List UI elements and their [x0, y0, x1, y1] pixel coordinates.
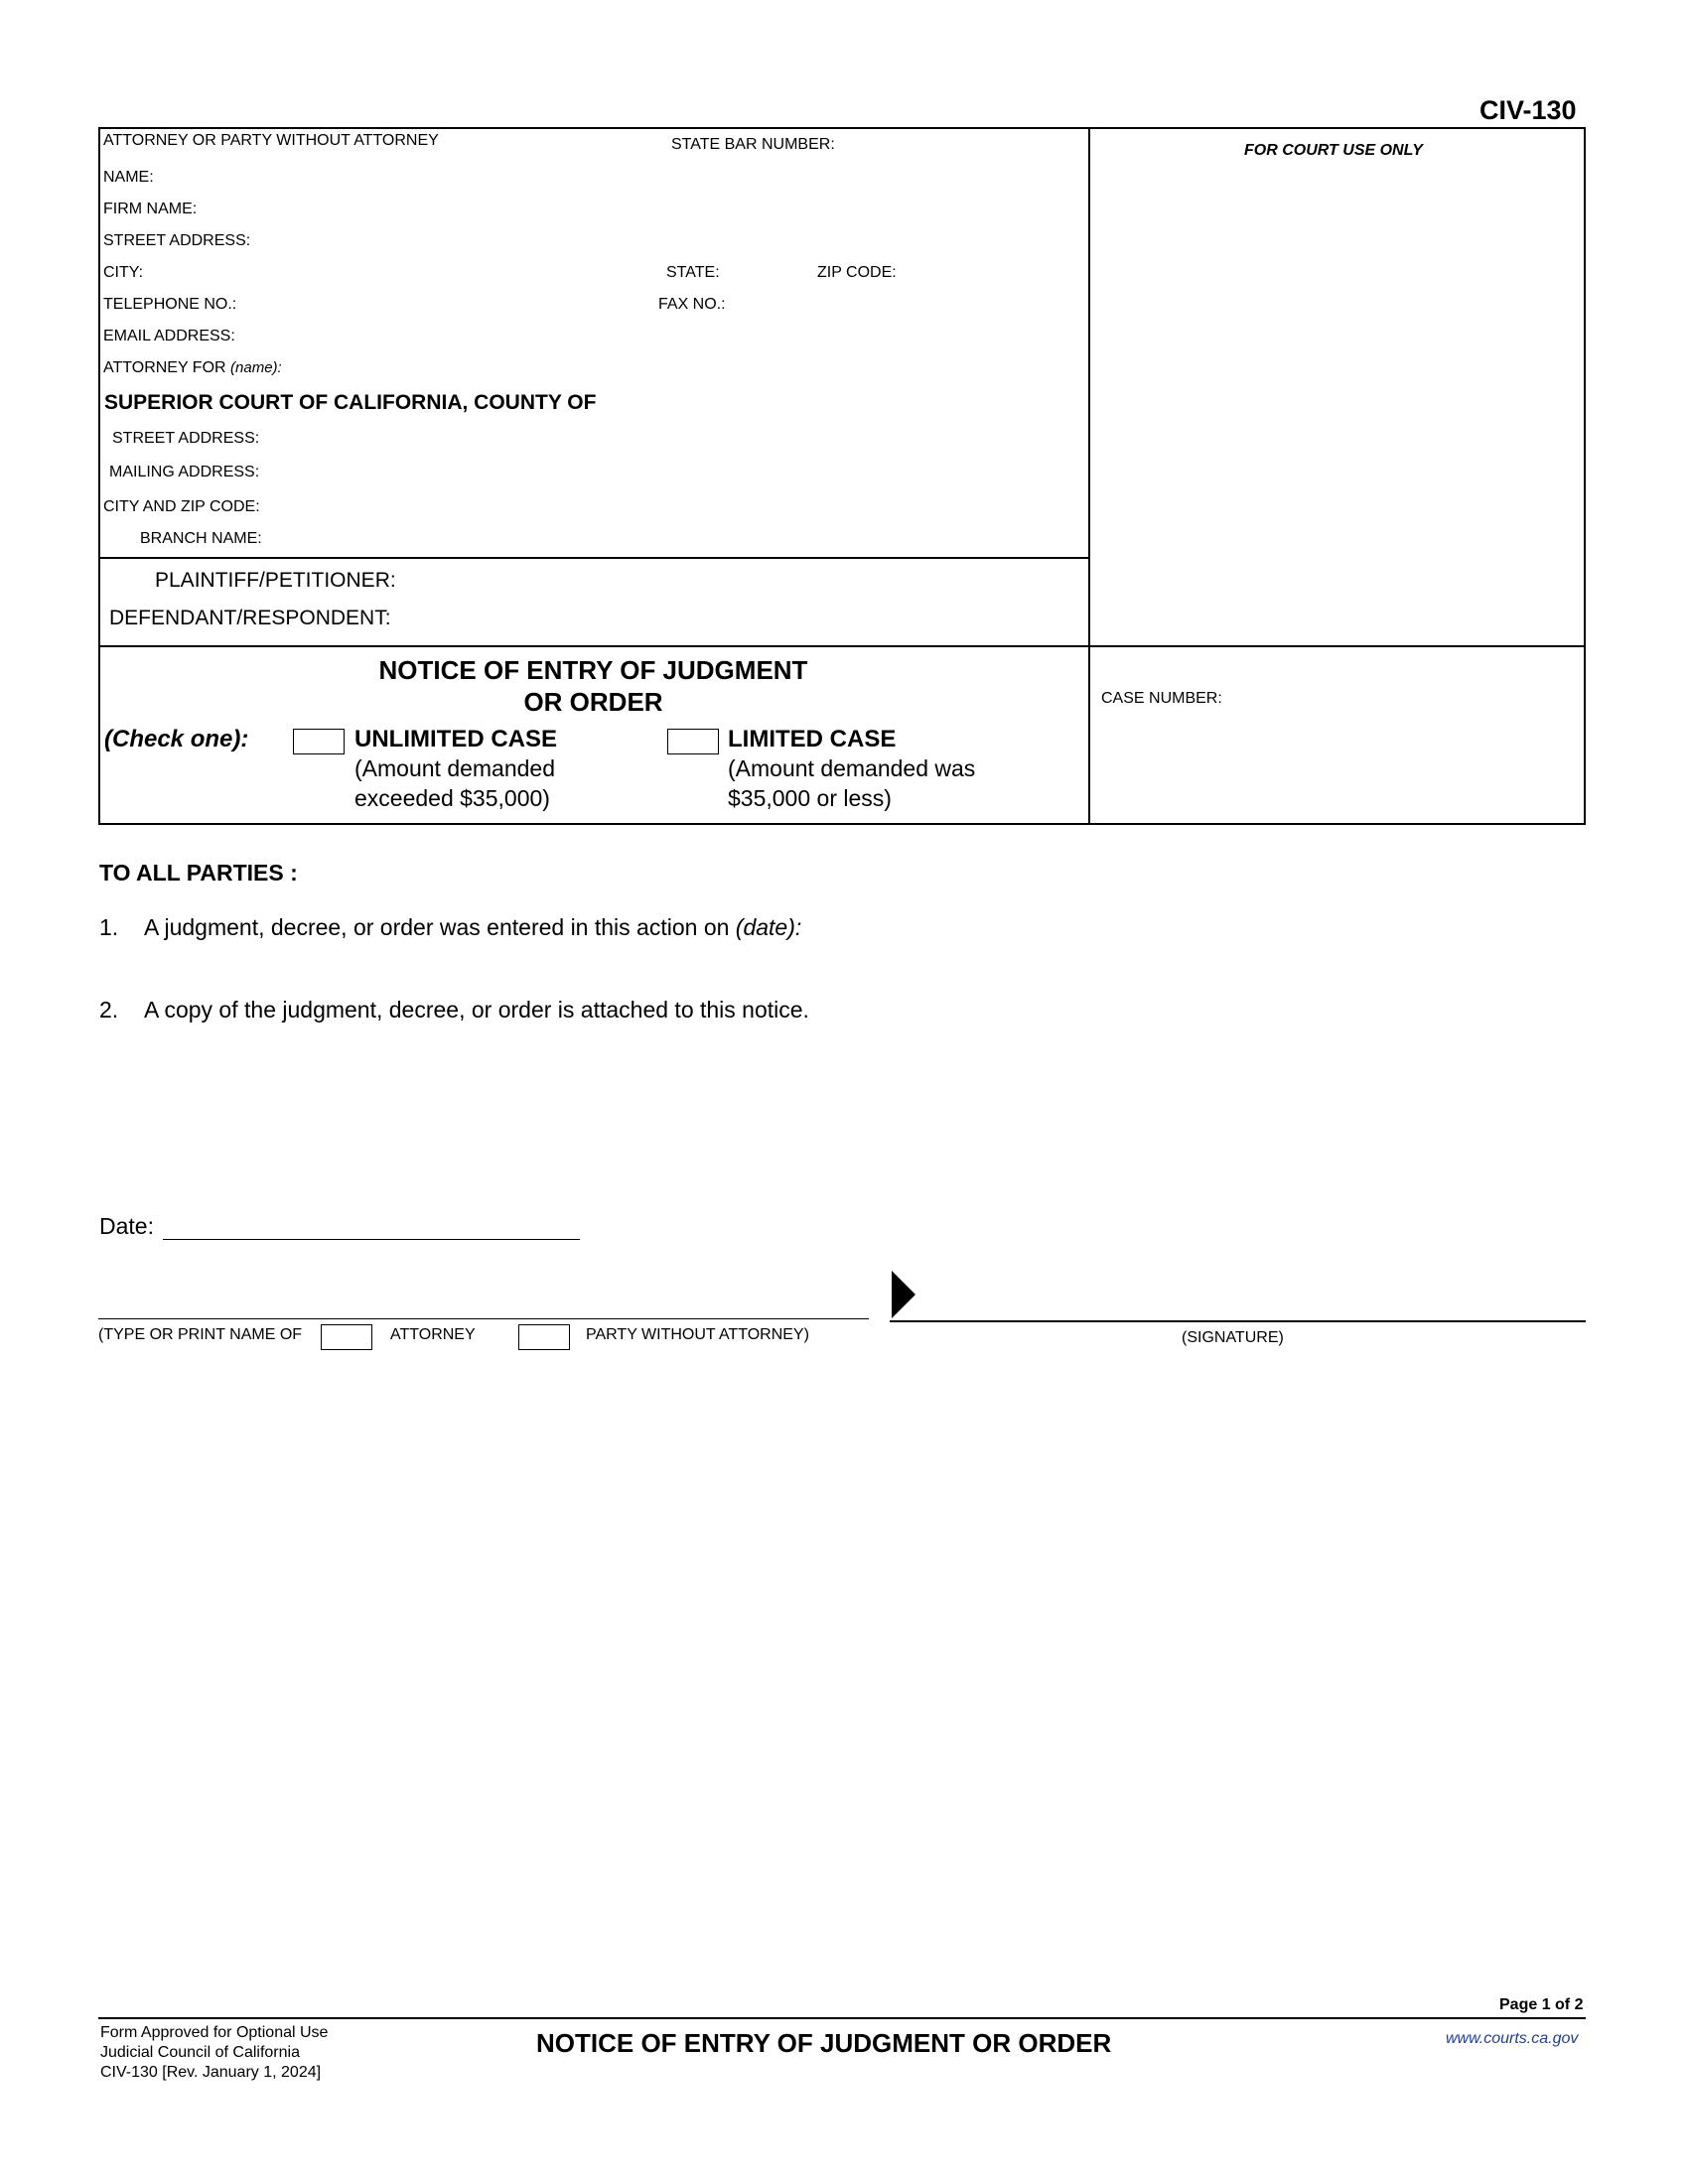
unlimited-case-note2: exceeded $35,000): [354, 785, 550, 811]
date-label: Date:: [99, 1213, 154, 1239]
unlimited-case-note1: (Amount demanded: [354, 755, 556, 781]
approved-line3: CIV-130 [Rev. January 1, 2024]: [100, 2064, 322, 2081]
court-use-label: FOR COURT USE ONLY: [1244, 142, 1423, 159]
attorney-header: ATTORNEY OR PARTY WITHOUT ATTORNEY: [103, 132, 439, 149]
limited-case-label: LIMITED CASE: [728, 726, 897, 752]
email-label[interactable]: EMAIL ADDRESS:: [103, 328, 235, 344]
city-label[interactable]: CITY:: [103, 264, 144, 281]
signature-line[interactable]: [890, 1320, 1586, 1322]
courts-website-link[interactable]: www.courts.ca.gov: [1446, 2030, 1579, 2047]
form-title-line1: NOTICE OF ENTRY OF JUDGMENT: [378, 655, 808, 685]
item2-text: A copy of the judgment, decree, or order is attached to this notice.: [144, 997, 809, 1023]
court-mailing-label[interactable]: MAILING ADDRESS:: [109, 464, 260, 480]
unlimited-case-label: UNLIMITED CASE: [354, 726, 557, 752]
name-label[interactable]: NAME:: [103, 169, 154, 186]
case-number-label[interactable]: CASE NUMBER:: [1101, 690, 1222, 707]
plaintiff-label[interactable]: PLAINTIFF/PETITIONER:: [155, 569, 396, 592]
item1-text[interactable]: [144, 914, 801, 941]
firm-name-label[interactable]: FIRM NAME:: [103, 201, 198, 217]
attorney-for-text: ATTORNEY FOR: [103, 359, 226, 376]
type-name-caption: (TYPE OR PRINT NAME OF: [98, 1326, 303, 1343]
item1-date-label: (date):: [735, 914, 802, 940]
check-one-label: (Check one):: [104, 726, 249, 752]
limited-case-checkbox[interactable]: [667, 729, 719, 754]
defendant-label[interactable]: DEFENDANT/RESPONDENT:: [109, 607, 391, 629]
branch-name-label[interactable]: BRANCH NAME:: [140, 530, 262, 547]
fax-label[interactable]: FAX NO.:: [658, 296, 726, 313]
caption-right-box: [1088, 127, 1586, 647]
footer-title: NOTICE OF ENTRY OF JUDGMENT OR ORDER: [536, 2028, 1112, 2058]
footer-rule: [98, 2017, 1586, 2019]
item1-statement: A judgment, decree, or order was entered in this action on: [144, 914, 730, 940]
telephone-label[interactable]: TELEPHONE NO.:: [103, 296, 237, 313]
attorney-for-note: (name):: [230, 359, 282, 376]
street-address-label[interactable]: STREET ADDRESS:: [103, 232, 251, 249]
to-all-parties: TO ALL PARTIES :: [99, 860, 298, 886]
court-city-zip-label[interactable]: CITY AND ZIP CODE:: [103, 498, 260, 515]
printed-name-line[interactable]: [98, 1318, 869, 1319]
attorney-checkbox[interactable]: [321, 1324, 372, 1350]
parties-divider: [98, 557, 1090, 559]
signature-caption: (SIGNATURE): [1182, 1329, 1284, 1346]
date-line[interactable]: [163, 1239, 580, 1240]
state-label[interactable]: STATE:: [666, 264, 720, 281]
unlimited-case-checkbox[interactable]: [293, 729, 345, 754]
item2-number: 2.: [99, 997, 119, 1023]
attorney-option-label: ATTORNEY: [390, 1326, 476, 1343]
court-title: SUPERIOR COURT OF CALIFORNIA, COUNTY OF: [104, 391, 597, 414]
approved-line1: Form Approved for Optional Use: [100, 2024, 329, 2041]
signature-arrow-icon: [892, 1271, 917, 1318]
limited-case-note1: (Amount demanded was: [728, 755, 976, 781]
state-bar-number-label[interactable]: STATE BAR NUMBER:: [671, 136, 835, 153]
court-street-label[interactable]: STREET ADDRESS:: [112, 430, 260, 447]
page-number: Page 1 of 2: [1499, 1996, 1584, 2013]
party-option-label: PARTY WITHOUT ATTORNEY): [586, 1326, 809, 1343]
approved-line2: Judicial Council of California: [100, 2044, 300, 2061]
form-title-line2: OR ORDER: [523, 687, 663, 717]
item1-number: 1.: [99, 914, 119, 940]
form-number: CIV-130: [1479, 95, 1577, 125]
attorney-for-label[interactable]: [103, 359, 282, 377]
zip-code-label[interactable]: ZIP CODE:: [817, 264, 897, 281]
limited-case-note2: $35,000 or less): [728, 785, 892, 811]
case-number-box: [1088, 645, 1586, 825]
party-without-attorney-checkbox[interactable]: [518, 1324, 570, 1350]
